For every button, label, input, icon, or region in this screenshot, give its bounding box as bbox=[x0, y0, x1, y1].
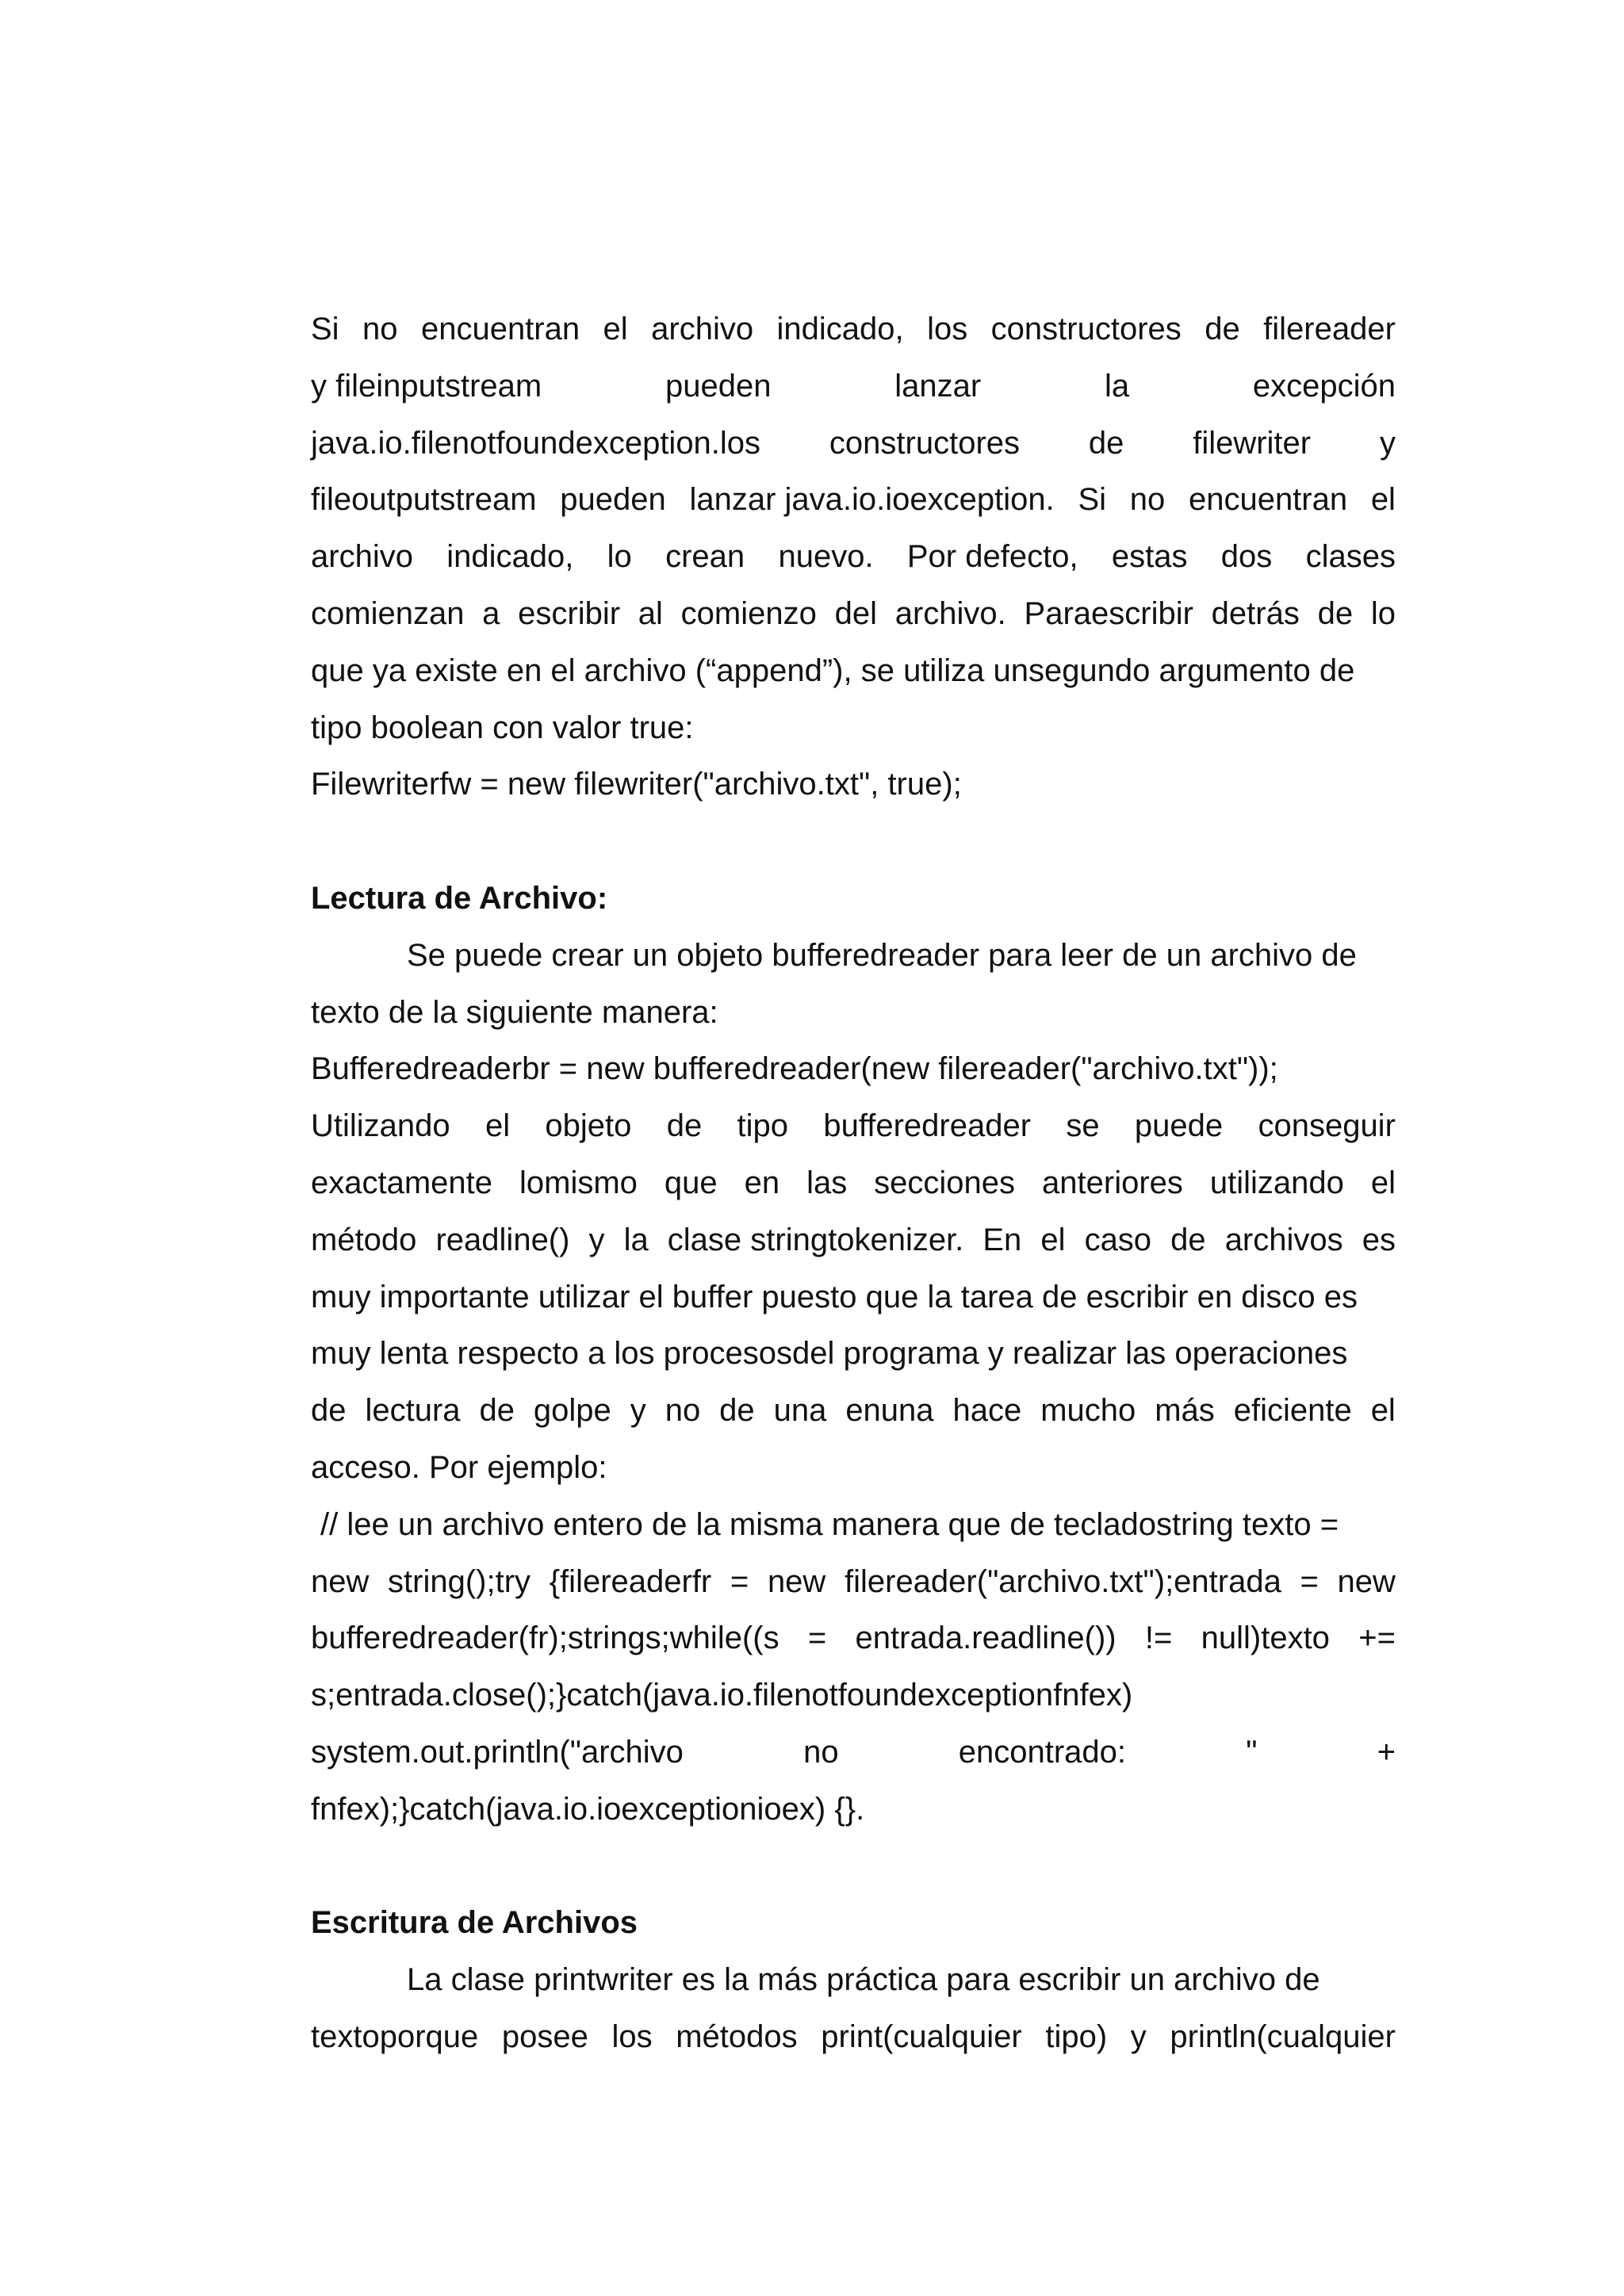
code-line bbox=[311, 1554, 1396, 1611]
word: excepción bbox=[1252, 368, 1396, 404]
word: Si bbox=[311, 312, 339, 346]
code-line: Bufferedreaderbr = new bufferedreader(new filereader("archivo.txt")); bbox=[311, 1051, 1278, 1087]
word: hace bbox=[952, 1393, 1022, 1429]
word: pueden bbox=[665, 368, 772, 404]
word: en bbox=[744, 1165, 780, 1200]
word: + bbox=[1377, 1734, 1396, 1770]
word: tipo bbox=[737, 1108, 789, 1144]
word: comienzo bbox=[680, 595, 817, 631]
word: y bbox=[630, 1393, 646, 1429]
word: filereader bbox=[1263, 312, 1396, 346]
word: las bbox=[806, 1165, 848, 1200]
paragraph-line: muy lenta respecto a los procesosdel programa y realizar las operaciones bbox=[311, 1336, 1348, 1372]
word: dos bbox=[1220, 539, 1273, 575]
word: archivo. bbox=[894, 595, 1006, 631]
word: una bbox=[773, 1393, 827, 1429]
word: de bbox=[1088, 425, 1124, 461]
word: entrada.readline()) bbox=[855, 1621, 1116, 1656]
paragraph-line bbox=[311, 301, 1396, 358]
paragraph-line: Se puede crear un objeto bufferedreader para leer de un archivo de bbox=[407, 937, 1357, 973]
word: secciones bbox=[874, 1165, 1016, 1200]
word: eficiente bbox=[1233, 1393, 1352, 1429]
word: lo bbox=[1370, 595, 1396, 631]
section-heading-escritura: Escritura de Archivos bbox=[311, 1905, 638, 1941]
word: indicado, bbox=[446, 539, 574, 575]
word: los bbox=[611, 2019, 653, 2054]
paragraph-line bbox=[311, 1383, 1396, 1440]
word: textoporque bbox=[311, 2019, 479, 2054]
word: lo bbox=[607, 539, 632, 575]
paragraph-line bbox=[311, 2009, 1396, 2066]
word: nuevo. bbox=[778, 539, 874, 575]
word: tipo) bbox=[1045, 2019, 1108, 2054]
word: del bbox=[834, 595, 877, 631]
word: filereader("archivo.txt");entrada bbox=[844, 1563, 1281, 1599]
word: la bbox=[1104, 368, 1130, 404]
word: estas bbox=[1111, 539, 1188, 575]
word: indicado, bbox=[776, 312, 904, 346]
code-line: Filewriterfw = new filewriter("archivo.txt", true); bbox=[311, 767, 962, 802]
word: el bbox=[485, 1108, 511, 1144]
word: de bbox=[666, 1108, 703, 1144]
code-line: // lee un archivo entero de la misma manera que de tecladostring texto = bbox=[320, 1506, 1339, 1542]
word: encuentran bbox=[1188, 482, 1348, 518]
word: encontrado: bbox=[958, 1734, 1127, 1770]
word: de bbox=[311, 1393, 347, 1429]
word: lectura bbox=[365, 1393, 461, 1429]
word: al bbox=[638, 595, 663, 631]
word: = bbox=[730, 1563, 749, 1599]
word: no bbox=[665, 1393, 701, 1429]
word: system.out.println("archivo bbox=[311, 1734, 684, 1770]
paragraph-line bbox=[311, 472, 1396, 529]
word: = bbox=[1300, 1563, 1319, 1599]
paragraph-line: La clase printwriter es la más práctica para escribir un archivo de bbox=[407, 1962, 1320, 1998]
spacer bbox=[311, 1839, 1396, 1896]
paragraph-line bbox=[311, 1155, 1396, 1212]
paragraph-line bbox=[311, 1098, 1396, 1155]
word: += bbox=[1358, 1621, 1396, 1656]
word: y bbox=[1130, 2019, 1147, 2054]
word: pueden bbox=[560, 482, 666, 518]
paragraph-line: acceso. Por ejemplo: bbox=[311, 1449, 607, 1485]
paragraph-line bbox=[311, 358, 1396, 415]
word: puede bbox=[1134, 1108, 1224, 1144]
word: es bbox=[1362, 1222, 1396, 1257]
word: no bbox=[1129, 482, 1166, 518]
word: de bbox=[1170, 1222, 1206, 1257]
word: método bbox=[311, 1222, 417, 1257]
word: de bbox=[719, 1393, 755, 1429]
word: lanzar java.io.ioexception. bbox=[689, 482, 1055, 518]
word: archivo bbox=[651, 312, 754, 346]
word: != bbox=[1144, 1621, 1173, 1656]
paragraph-line: texto de la siguiente manera: bbox=[311, 994, 718, 1030]
word: filewriter bbox=[1193, 425, 1312, 461]
word: escribir bbox=[518, 595, 621, 631]
word: new bbox=[1337, 1563, 1396, 1599]
word: anteriores bbox=[1042, 1165, 1183, 1200]
word: {filereaderfr bbox=[549, 1563, 712, 1599]
word: de bbox=[1317, 595, 1354, 631]
word: enuna bbox=[845, 1393, 934, 1429]
word: bufferedreader bbox=[823, 1108, 1032, 1144]
code-line: fnfex);}catch(java.io.ioexceptionioex) {}. bbox=[311, 1791, 865, 1827]
word: el bbox=[1370, 1393, 1396, 1429]
word: y fileinputstream bbox=[311, 368, 542, 404]
paragraph-line: que ya existe en el archivo (“append”), se utiliza unsegundo argumento de bbox=[311, 652, 1355, 688]
word: posee bbox=[501, 2019, 588, 2054]
word: java.io.filenotfoundexception.los bbox=[311, 425, 761, 461]
word: = bbox=[807, 1621, 827, 1656]
word: detrás bbox=[1211, 595, 1300, 631]
word: Paraescribir bbox=[1024, 595, 1193, 631]
code-line bbox=[311, 1610, 1396, 1667]
word: a bbox=[482, 595, 500, 631]
paragraph-line: muy importante utilizar el buffer puesto que la tarea de escribir en disco es bbox=[311, 1279, 1358, 1314]
word: encuentran bbox=[420, 312, 580, 346]
word: En bbox=[982, 1222, 1022, 1257]
word: archivos bbox=[1224, 1222, 1343, 1257]
word: el bbox=[1370, 1165, 1396, 1200]
word: constructores bbox=[990, 312, 1182, 346]
word: que bbox=[664, 1165, 718, 1200]
code-line bbox=[311, 1724, 1396, 1781]
word: Utilizando bbox=[311, 1108, 450, 1144]
word: caso bbox=[1084, 1222, 1152, 1257]
document-body bbox=[311, 301, 1396, 2066]
word: crean bbox=[665, 539, 745, 575]
word: objeto bbox=[545, 1108, 632, 1144]
word: archivo bbox=[311, 539, 413, 575]
word: " bbox=[1246, 1734, 1258, 1770]
word: métodos bbox=[676, 2019, 798, 2054]
word: string();try bbox=[388, 1563, 531, 1599]
paragraph-line bbox=[311, 586, 1396, 643]
word: el bbox=[1370, 482, 1396, 518]
word: el bbox=[603, 312, 628, 346]
word: no bbox=[803, 1734, 839, 1770]
section-heading-lectura: Lectura de Archivo: bbox=[311, 880, 608, 916]
word: golpe bbox=[533, 1393, 611, 1429]
word: lomismo bbox=[519, 1165, 638, 1200]
word: de bbox=[479, 1393, 515, 1429]
word: println(cualquier bbox=[1170, 2019, 1396, 2054]
word: los bbox=[927, 312, 968, 346]
word: de bbox=[1205, 312, 1240, 346]
word: bufferedreader(fr);strings;while((s bbox=[311, 1621, 779, 1656]
word: y bbox=[588, 1222, 605, 1257]
word: no bbox=[362, 312, 398, 346]
word: lanzar bbox=[894, 368, 982, 404]
word: new bbox=[767, 1563, 826, 1599]
word: mucho bbox=[1040, 1393, 1136, 1429]
word: exactamente bbox=[311, 1165, 493, 1200]
word: clases bbox=[1305, 539, 1396, 575]
paragraph-line bbox=[311, 529, 1396, 586]
word: readline() bbox=[435, 1222, 570, 1257]
word: la bbox=[623, 1222, 649, 1257]
word: constructores bbox=[829, 425, 1021, 461]
paragraph-line bbox=[311, 1212, 1396, 1269]
word: el bbox=[1040, 1222, 1066, 1257]
word: Por defecto, bbox=[906, 539, 1078, 575]
word: print(cualquier bbox=[821, 2019, 1022, 2054]
word: Si bbox=[1078, 482, 1107, 518]
word: y bbox=[1379, 425, 1396, 461]
paragraph-line: tipo boolean con valor true: bbox=[311, 710, 694, 745]
word: se bbox=[1066, 1108, 1100, 1144]
paragraph-line bbox=[311, 415, 1396, 473]
spacer bbox=[311, 813, 1396, 871]
word: fileoutputstream bbox=[311, 482, 537, 518]
word: conseguir bbox=[1258, 1108, 1396, 1144]
word: más bbox=[1155, 1393, 1215, 1429]
word: comienzan bbox=[311, 595, 465, 631]
word: null)texto bbox=[1201, 1621, 1330, 1656]
word: clase stringtokenizer. bbox=[667, 1222, 964, 1257]
word: new bbox=[311, 1563, 370, 1599]
code-line: s;entrada.close();}catch(java.io.filenotfoundexceptionfnfex) bbox=[311, 1678, 1133, 1713]
word: utilizando bbox=[1209, 1165, 1344, 1200]
